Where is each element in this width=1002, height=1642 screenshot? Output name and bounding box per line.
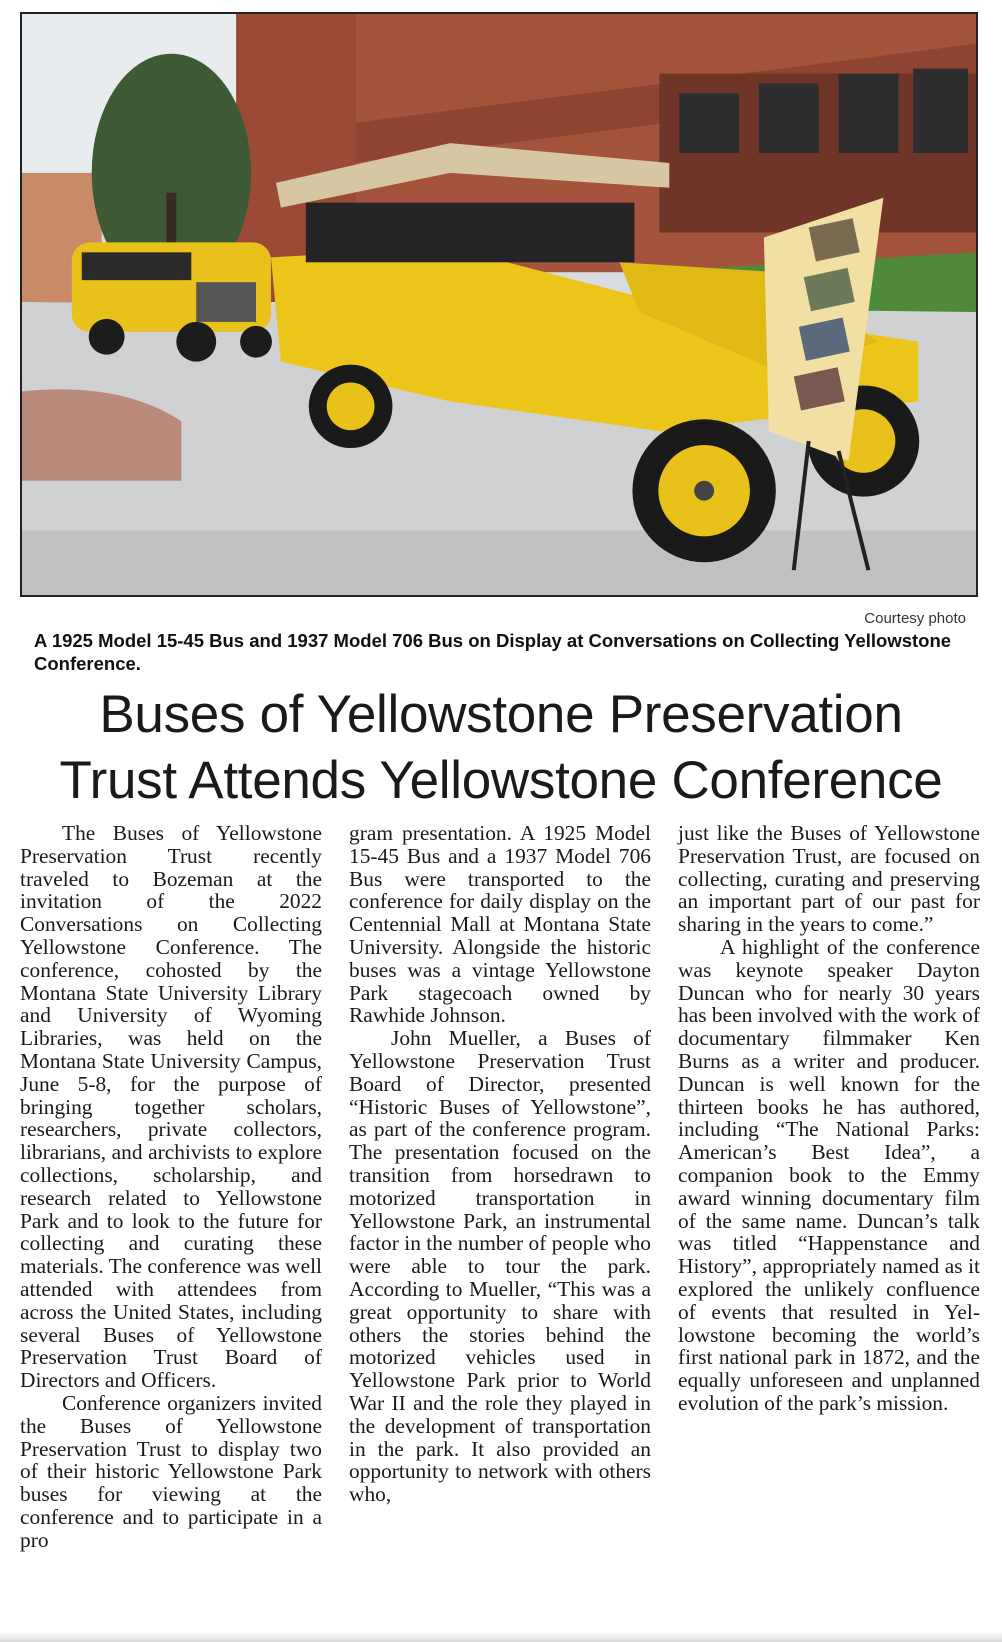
article-paragraph: just like the Buses of Yellowstone Preservation Trust, are focused on collecting, curating and preserving an important part of our past for sharing in the years to come.”: [678, 821, 980, 937]
article-column-1: [20, 822, 322, 1552]
article-paragraph: gram presentation. A 1925 Model 15-45 Bus and a 1937 Model 706 Bus were transported to the conference for daily display on the Centennial Mall at Montana State University. Alongside the historic buses was a vintage Yellowstone Park stagecoach owned by Rawhide Johnson.: [349, 821, 651, 1028]
page-bottom-edge: [0, 1632, 1002, 1642]
yellow-buses-photo: [22, 14, 976, 595]
article-photo: [20, 12, 978, 597]
article-headline: [0, 682, 1002, 814]
article-paragraph: John Mueller, a Buses of Yellowstone Preservation Trust Board of Director, presented “Historic Buses of Yellowstone”, as part of the conference program. The presentation focused on the transition from horsedrawn to motorized transportation in Yellowstone Park, an instrumental factor in the number of people who were able to tour the park. According to Mueller, “This was a great opportunity to share with others the stories behind the motorized vehicles used in Yellowstone Park prior to World War II and the role they played in the development of transportation in the park. It also provided an opportunity to network with others who,: [349, 1026, 651, 1507]
headline-line-1: Buses of Yellowstone Preservation: [99, 685, 903, 744]
article-paragraph: The Buses of Yellowstone Preservation Trust recently traveled to Bozeman at the invitation of the 2022 Conversations on Collecting Yellowstone Conference. The conference, cohosted by the Montana State University Library and University of Wyoming Libraries, was held on the Montana State University Campus, June 5-8, for the purpose of bringing together scholars, researchers, private collectors, librarians, and archivists to explore collections, scholarship, and research related to Yellowstone Park and to look to the future for collecting and curating these materials. The conference was well attended with attendees from across the United States, including several Buses of Yellowstone Preservation Trust Board of Directors and Officers.: [20, 821, 322, 1393]
photo-caption: A 1925 Model 15-45 Bus and 1937 Model 706 Bus on Display at Conversations on Collecting Yellowstone Conference.: [34, 630, 952, 674]
photo-credit: Courtesy photo: [864, 610, 966, 627]
headline-line-2: Trust Attends Yellowstone Conference: [59, 751, 943, 810]
article-column-2: [349, 822, 651, 1506]
article-paragraph: Conference organizers invited the Buses of Yellowstone Preservation Trust to display two of their historic Yellowstone Park buses for viewing at the conference and to participate in a pro: [20, 1390, 322, 1552]
article-paragraph: A highlight of the conference was keynote speaker Dayton Duncan who for nearly 30 years has been involved with the work of documentary filmmaker Ken Burns as a writer and producer. Duncan is well known for the thirteen books he has authored, including “The National Parks: American’s Best Idea”, a companion book to the Emmy award winning documentary film of the same name. Duncan’s talk was titled “Happenstance and History”, appropriately named as it explored the unlikely confluence of events that resulted in Yellowstone becoming the world’s first national park in 1872, and the equally unforeseen and unplanned evolution of the park’s mission.: [678, 934, 980, 1415]
article-column-3: [678, 822, 980, 1415]
